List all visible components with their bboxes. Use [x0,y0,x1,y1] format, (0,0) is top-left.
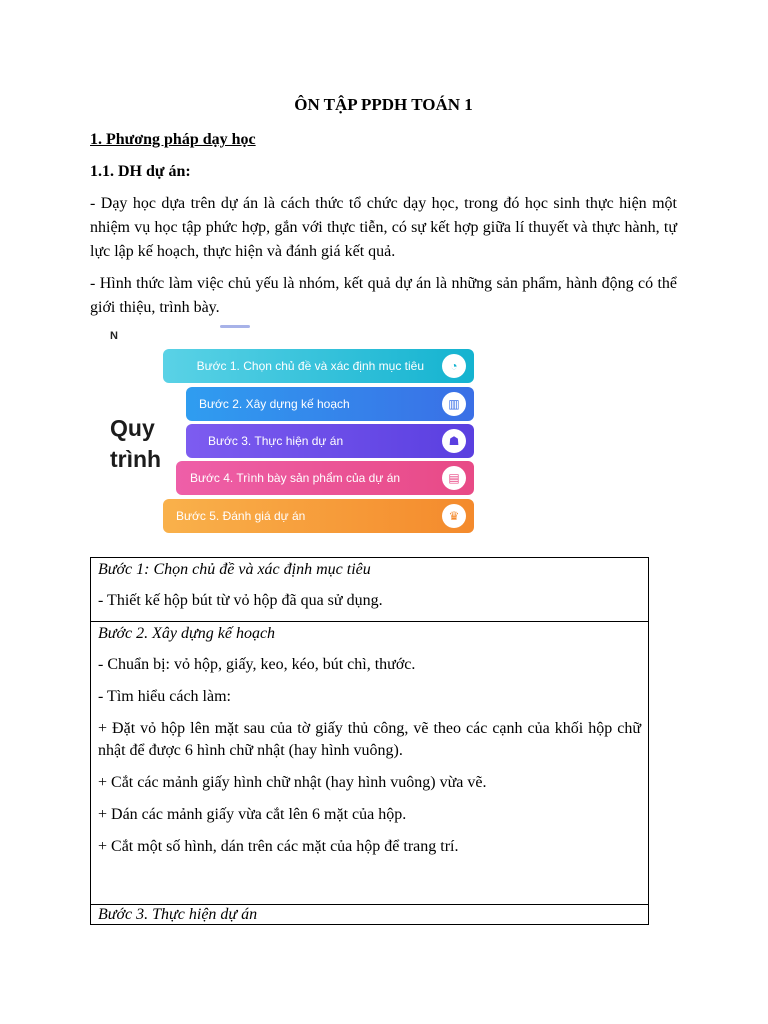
row1-heading: Bước 1: Chọn chủ đề và xác định mục tiêu [98,561,371,578]
subsection-heading: 1.1. DH dự án: [90,163,191,180]
process-infographic [110,325,474,537]
step-bar-3 [186,424,474,458]
project-steps-table [90,557,649,925]
infographic-side-label [110,413,182,475]
row2-line: + Cắt các mảnh giấy hình chữ nhật (hay hình vuông) vừa vẽ. [98,774,487,791]
row2-line: - Tìm hiểu cách làm: [98,688,231,705]
step-label-4: Bước 4. Trình bày sản phẩm của dự án [190,471,401,485]
step-label-2: Bước 2. Xây dựng kế hoạch [199,397,350,411]
step-bar-2 [186,387,474,421]
step-bar-5 [163,499,474,533]
step-bar-1 [163,349,474,383]
table-row [91,622,648,905]
section-heading: 1. Phương pháp dạy học [90,131,256,148]
step-bar-4 [176,461,474,495]
table-row [91,905,648,925]
row2-line: - Chuẩn bị: vỏ hộp, giấy, keo, kéo, bút chì, thước. [98,656,416,673]
row2-line: + Dán các mảnh giấy vừa cắt lên 6 mặt của hộp. [98,806,407,823]
step-label-3: Bước 3. Thực hiện dự án [208,434,344,448]
folder-icon: ▤ [442,466,466,490]
pie-chart-icon: ◔ [442,354,466,378]
table-row [91,558,648,622]
row2-line: + Cắt một số hình, dán trên các mặt của hộp để trang trí. [98,838,459,855]
side-label-line1: Quy [110,415,155,441]
document-title: ÔN TẬP PPDH TOÁN 1 [294,95,473,114]
paragraph-definition: - Dạy học dựa trên dự án là cách thức tổ chức dạy học, trong đó học sinh thực hiện một nhiệm vụ học tập phức hợp, gắn với thực tiễn, có sự kết hợp giữa lí thuyết và thực hành, tự lực lập kế hoạch, thực hiện và đánh giá kết quả. [90,195,677,260]
infographic-corner-letter: N [110,330,118,342]
row2-line: + Đặt vỏ hộp lên mặt sau của tờ giấy thủ công, vẽ theo các cạnh của khối hộp chữ nhật để được 6 hình chữ nhật (hay hình vuông). [98,720,641,759]
trophy-icon: ♛ [442,504,466,528]
side-label-line2: trình [110,446,162,472]
row1-line: - Thiết kế hộp bút từ vỏ hộp đã qua sử dụng. [98,592,383,609]
row3-heading: Bước 3. Thực hiện dự án [98,906,258,923]
infographic-header-mark [220,325,250,328]
step-label-1: Bước 1. Chọn chủ đề và xác định mục tiêu [196,359,424,373]
row2-heading: Bước 2. Xây dựng kế hoạch [98,625,276,642]
team-icon: ☗ [442,429,466,453]
step-label-5: Bước 5. Đánh giá dự án [176,509,306,523]
bar-chart-icon: ▥ [442,392,466,416]
paragraph-work-form: - Hình thức làm việc chủ yếu là nhóm, kết quả dự án là những sản phẩm, hành động có thể giới thiệu, trình bày. [90,275,677,316]
